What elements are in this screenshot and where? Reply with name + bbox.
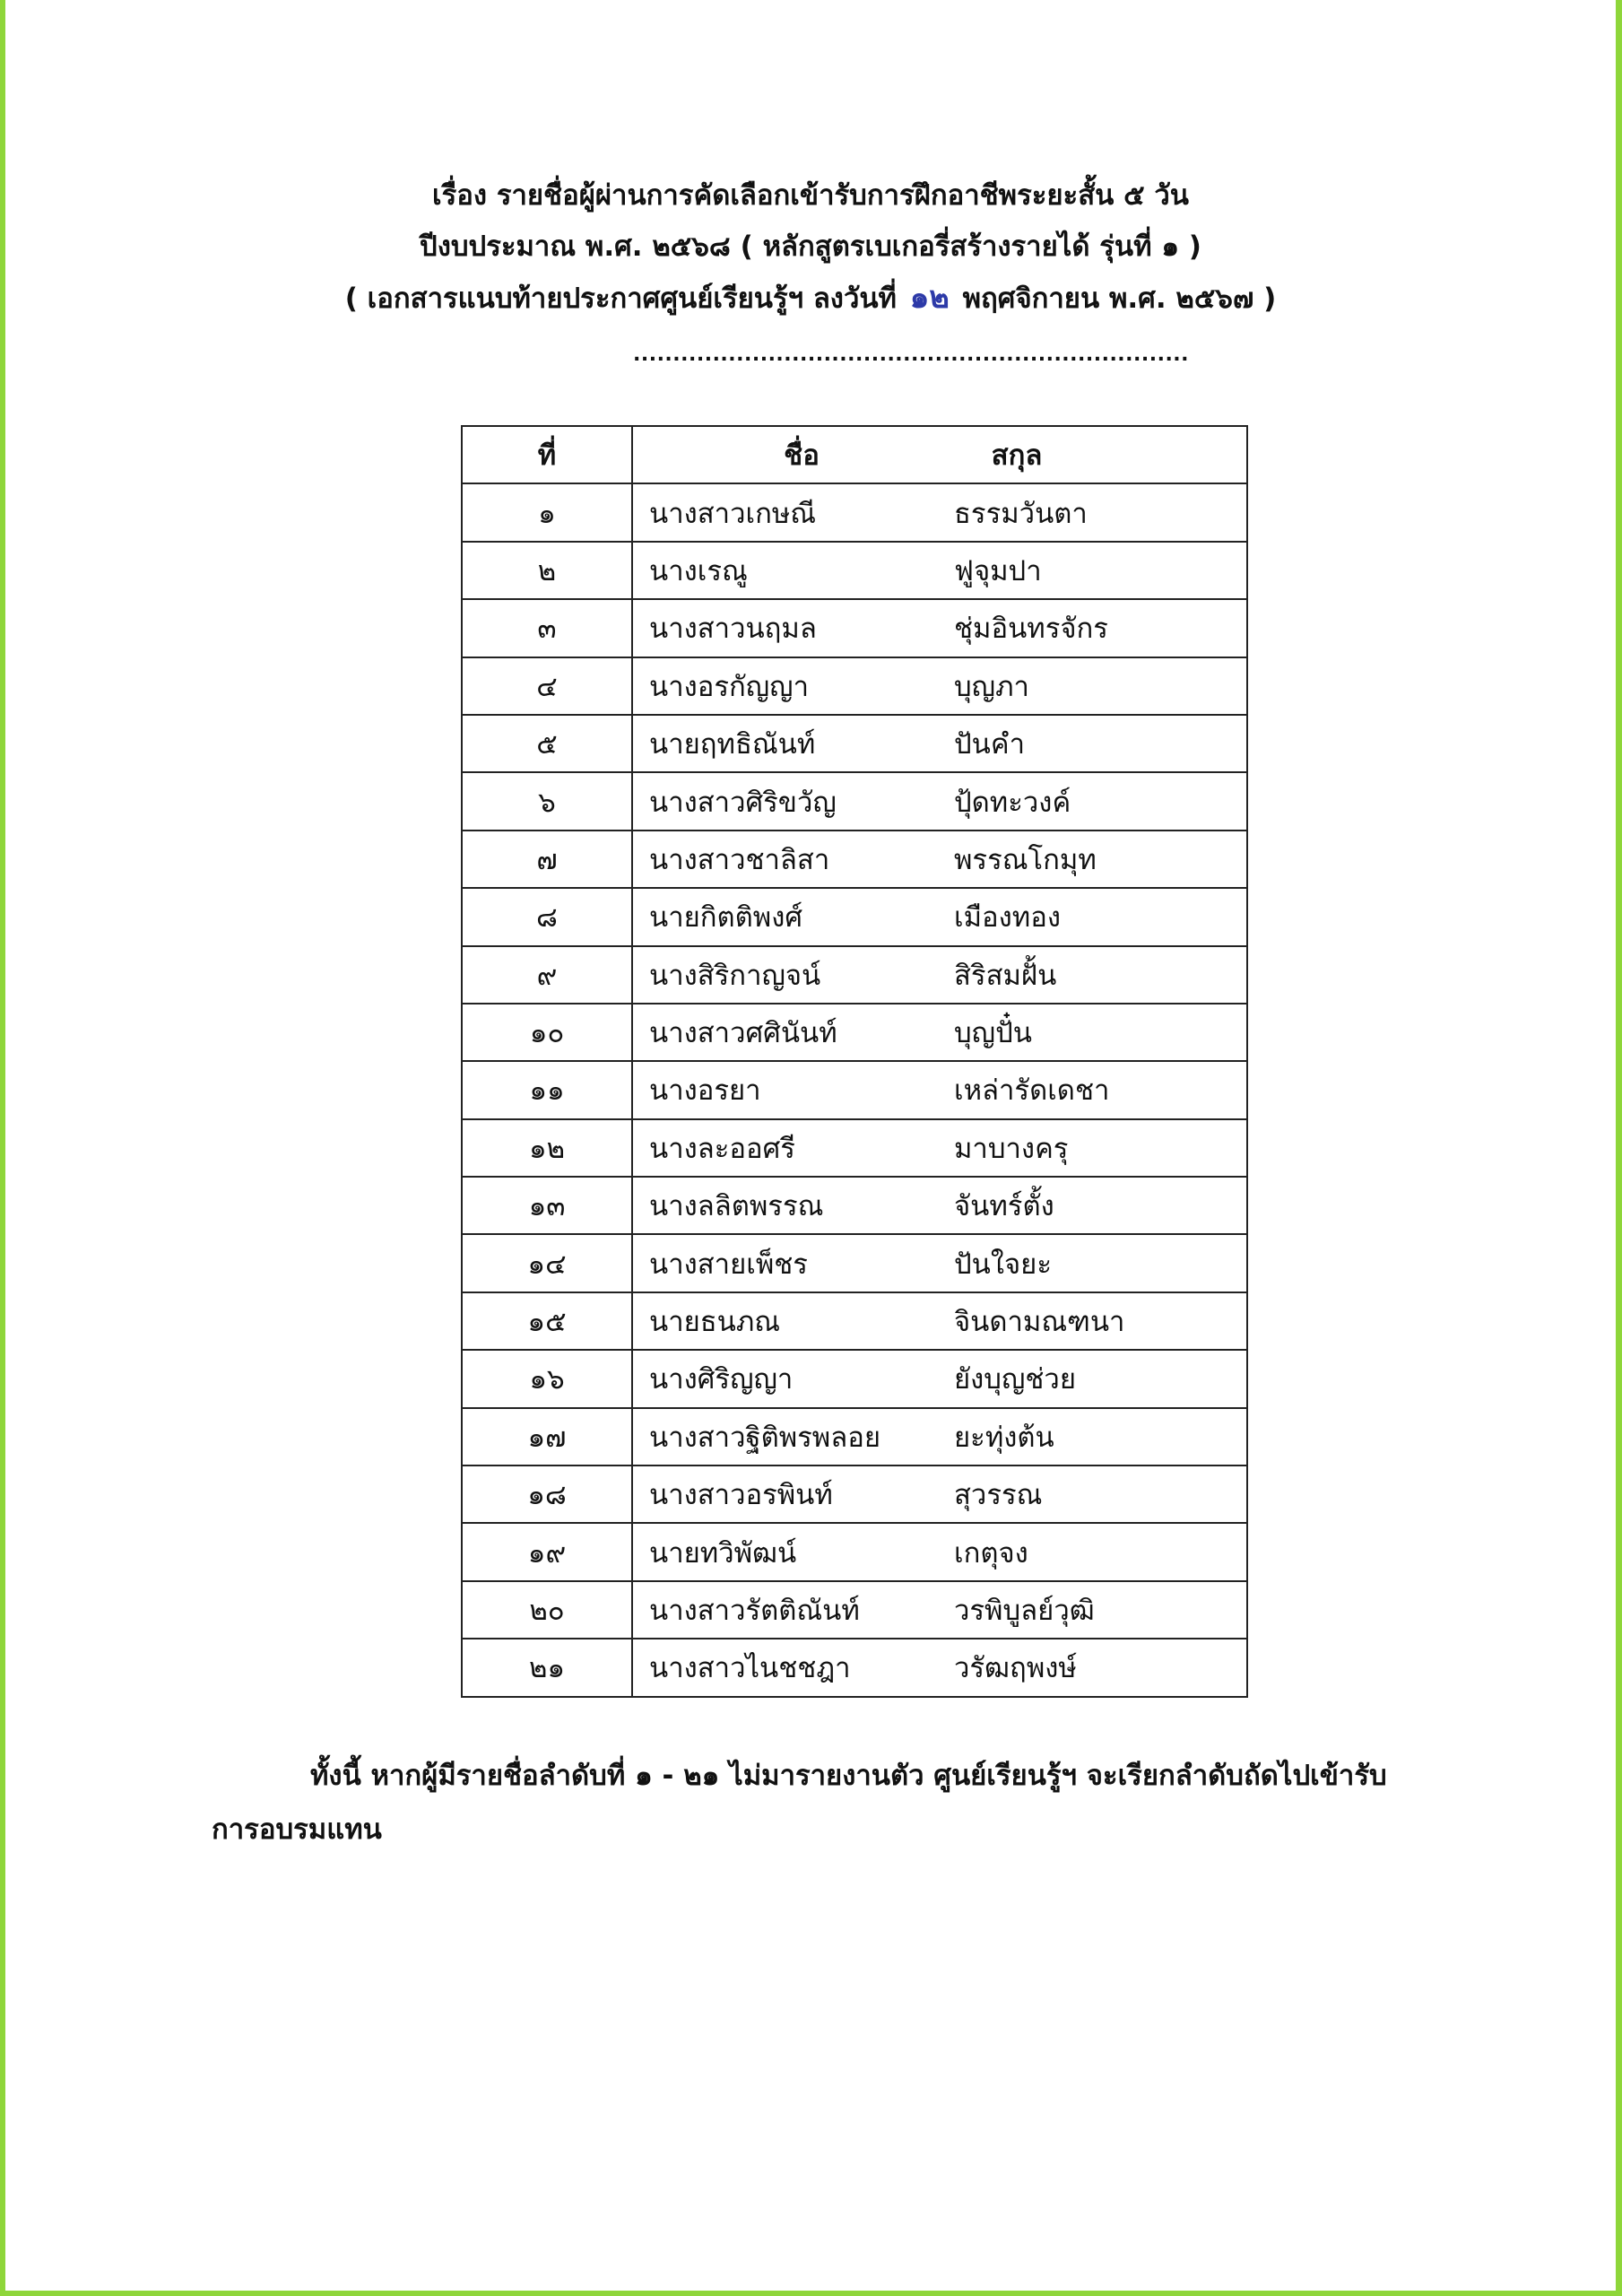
attachment-note-suffix: พฤศจิกายน พ.ศ. ๒๕๖๗ ): [962, 283, 1277, 315]
row-number: ๑๗: [462, 1408, 632, 1465]
header-last-name: สกุล: [991, 439, 1043, 473]
table-row: [462, 1234, 1247, 1292]
row-number: ๔: [462, 657, 632, 715]
table-header-row: [462, 426, 1247, 483]
row-first-name: นางลลิตพรรณ: [649, 1190, 824, 1223]
participant-table: [461, 425, 1248, 1698]
row-person: [632, 1581, 1247, 1639]
row-first-name: นางสาวชาลิสา: [649, 843, 830, 876]
row-first-name: นางสาวอรพินท์: [649, 1479, 833, 1512]
table-row: [462, 1177, 1247, 1234]
row-first-name: นางละออศรี: [649, 1132, 795, 1165]
row-person: [632, 599, 1247, 657]
row-last-name: บุญปั๋น: [954, 1017, 1032, 1050]
row-last-name: จินดามณฑนา: [954, 1306, 1125, 1339]
heading-title: เรื่อง รายชื่อผู้ผ่านการคัดเลือกเข้ารับการฝึกอาชีพระยะสั้น ๕ วัน: [432, 179, 1189, 212]
row-last-name: ปุ้ดทะวงค์: [954, 786, 1071, 819]
row-number: ๕: [462, 715, 632, 772]
row-number: ๗: [462, 831, 632, 888]
document-heading: [5, 170, 1616, 325]
table-row: [462, 657, 1247, 715]
row-first-name: นางศิริญญา: [649, 1363, 794, 1396]
row-first-name: นางสาวไนชชฎา: [649, 1652, 851, 1685]
row-first-name: นายฤทธิณันท์: [649, 728, 816, 761]
table-row: [462, 1350, 1247, 1407]
row-number: ๙: [462, 946, 632, 1004]
row-number: ๑๒: [462, 1119, 632, 1177]
row-person: [632, 542, 1247, 599]
table-row: [462, 1408, 1247, 1465]
header-number: ที่: [462, 426, 632, 483]
row-number: ๘: [462, 888, 632, 945]
row-first-name: นางสายเพ็ชร: [649, 1248, 808, 1281]
row-number: ๑๘: [462, 1465, 632, 1523]
table-row: [462, 599, 1247, 657]
table-row: [462, 831, 1247, 888]
row-number: ๑๐: [462, 1004, 632, 1061]
heading-fiscal-year: ปีงบประมาณ พ.ศ. ๒๕๖๘ ( หลักสูตรเบเกอรี่สร้างรายได้ รุ่นที่ ๑ ): [420, 230, 1201, 263]
row-person: [632, 483, 1247, 541]
row-last-name: จันทร์ตั้ง: [954, 1190, 1054, 1223]
row-last-name: มาบางครุ: [954, 1132, 1069, 1165]
row-last-name: วรพิบูลย์วุฒิ: [954, 1595, 1095, 1627]
row-last-name: ยะทุ่งต้น: [954, 1421, 1054, 1454]
row-number: ๑๖: [462, 1350, 632, 1407]
attachment-note-prefix: ( เอกสารแนบท้ายประกาศศูนย์เรียนรู้ฯ ลงวันที่: [344, 283, 897, 315]
row-first-name: นางเรณู: [649, 554, 748, 587]
row-last-name: เกตุจง: [954, 1536, 1028, 1570]
row-first-name: นายกิตติพงศ์: [649, 901, 803, 935]
table-row: [462, 1119, 1247, 1177]
row-last-name: สุวรรณ: [954, 1479, 1043, 1512]
handwritten-day: ๑๒: [909, 280, 950, 316]
row-last-name: ชุ่มอินทรจักร: [954, 613, 1108, 646]
row-last-name: พรรณโกมุท: [954, 843, 1097, 876]
footer-note: [212, 1749, 1440, 1857]
heading-attachment-note: [5, 273, 1616, 325]
row-last-name: วรัฒฤพงษ์: [954, 1652, 1077, 1685]
row-number: ๑๙: [462, 1523, 632, 1580]
row-number: ๑๓: [462, 1177, 632, 1234]
row-number: ๖: [462, 772, 632, 830]
row-first-name: นางสาวนฤมล: [649, 613, 817, 646]
row-person: [632, 1350, 1247, 1407]
row-last-name: ยังบุญช่วย: [954, 1363, 1077, 1396]
row-number: ๓: [462, 599, 632, 657]
table-row: [462, 1639, 1247, 1696]
table-row: [462, 542, 1247, 599]
row-first-name: นางสาวรัตติณันท์: [649, 1595, 860, 1627]
row-last-name: ธรรมวันตา: [954, 497, 1088, 530]
row-first-name: นางสาวเกษณี: [649, 497, 817, 530]
row-number: ๑๔: [462, 1234, 632, 1292]
row-person: [632, 1119, 1247, 1177]
row-last-name: ปันคำ: [954, 728, 1026, 761]
row-last-name: บุญภา: [954, 670, 1029, 703]
table-row: [462, 1061, 1247, 1118]
row-person: [632, 657, 1247, 715]
table-row: [462, 1581, 1247, 1639]
footer-line-1: ทั้งนี้ หากผู้มีรายชื่อลำดับที่ ๑ - ๒๑ ไม่มารายงานตัว ศูนย์เรียนรู้ฯ จะเรียกลำดับถัดไปเข้ารับ: [310, 1760, 1387, 1792]
table-row: [462, 1523, 1247, 1580]
row-person: [632, 1177, 1247, 1234]
row-first-name: นางอรยา: [649, 1074, 761, 1108]
row-first-name: นางสาวศศินันท์: [649, 1017, 837, 1050]
row-first-name: นางสาวฐิติพรพลอย: [649, 1421, 881, 1454]
table-row: [462, 715, 1247, 772]
row-person: [632, 1639, 1247, 1696]
header-first-name: ชื่อ: [784, 439, 820, 473]
dotted-separator: ......................................................................: [633, 344, 1190, 366]
row-last-name: ฟูจุมปา: [954, 554, 1042, 587]
row-person: [632, 1292, 1247, 1350]
row-first-name: นางสิริกาญจน์: [649, 959, 821, 992]
header-name: [632, 426, 1247, 483]
row-person: [632, 946, 1247, 1004]
table-row: [462, 1292, 1247, 1350]
row-person: [632, 1234, 1247, 1292]
row-number: ๑: [462, 483, 632, 541]
table-row: [462, 946, 1247, 1004]
table-row: [462, 888, 1247, 945]
row-number: ๒๐: [462, 1581, 632, 1639]
row-number: ๒: [462, 542, 632, 599]
row-number: ๑๕: [462, 1292, 632, 1350]
table-row: [462, 772, 1247, 830]
row-person: [632, 1465, 1247, 1523]
row-person: [632, 1408, 1247, 1465]
table-row: [462, 1004, 1247, 1061]
row-number: ๒๑: [462, 1639, 632, 1696]
row-person: [632, 831, 1247, 888]
row-person: [632, 1523, 1247, 1580]
table-row: [462, 1465, 1247, 1523]
footer-line-2: การอบรมแทน: [212, 1813, 382, 1846]
row-number: ๑๑: [462, 1061, 632, 1118]
row-first-name: นายธนภณ: [649, 1306, 781, 1339]
row-last-name: สิริสมฝั้น: [954, 959, 1057, 992]
row-first-name: นางอรกัญญา: [649, 670, 810, 703]
row-person: [632, 1061, 1247, 1118]
row-person: [632, 772, 1247, 830]
row-last-name: เมืองทอง: [954, 901, 1061, 935]
row-last-name: เหล่ารัดเดชา: [954, 1074, 1110, 1108]
row-person: [632, 888, 1247, 945]
row-person: [632, 715, 1247, 772]
participant-rows: [462, 483, 1247, 1696]
row-person: [632, 1004, 1247, 1061]
table-row: [462, 483, 1247, 541]
row-last-name: ปันใจยะ: [954, 1248, 1052, 1281]
row-first-name: นายทวิพัฒน์: [649, 1536, 797, 1570]
row-first-name: นางสาวศิริขวัญ: [649, 786, 837, 819]
